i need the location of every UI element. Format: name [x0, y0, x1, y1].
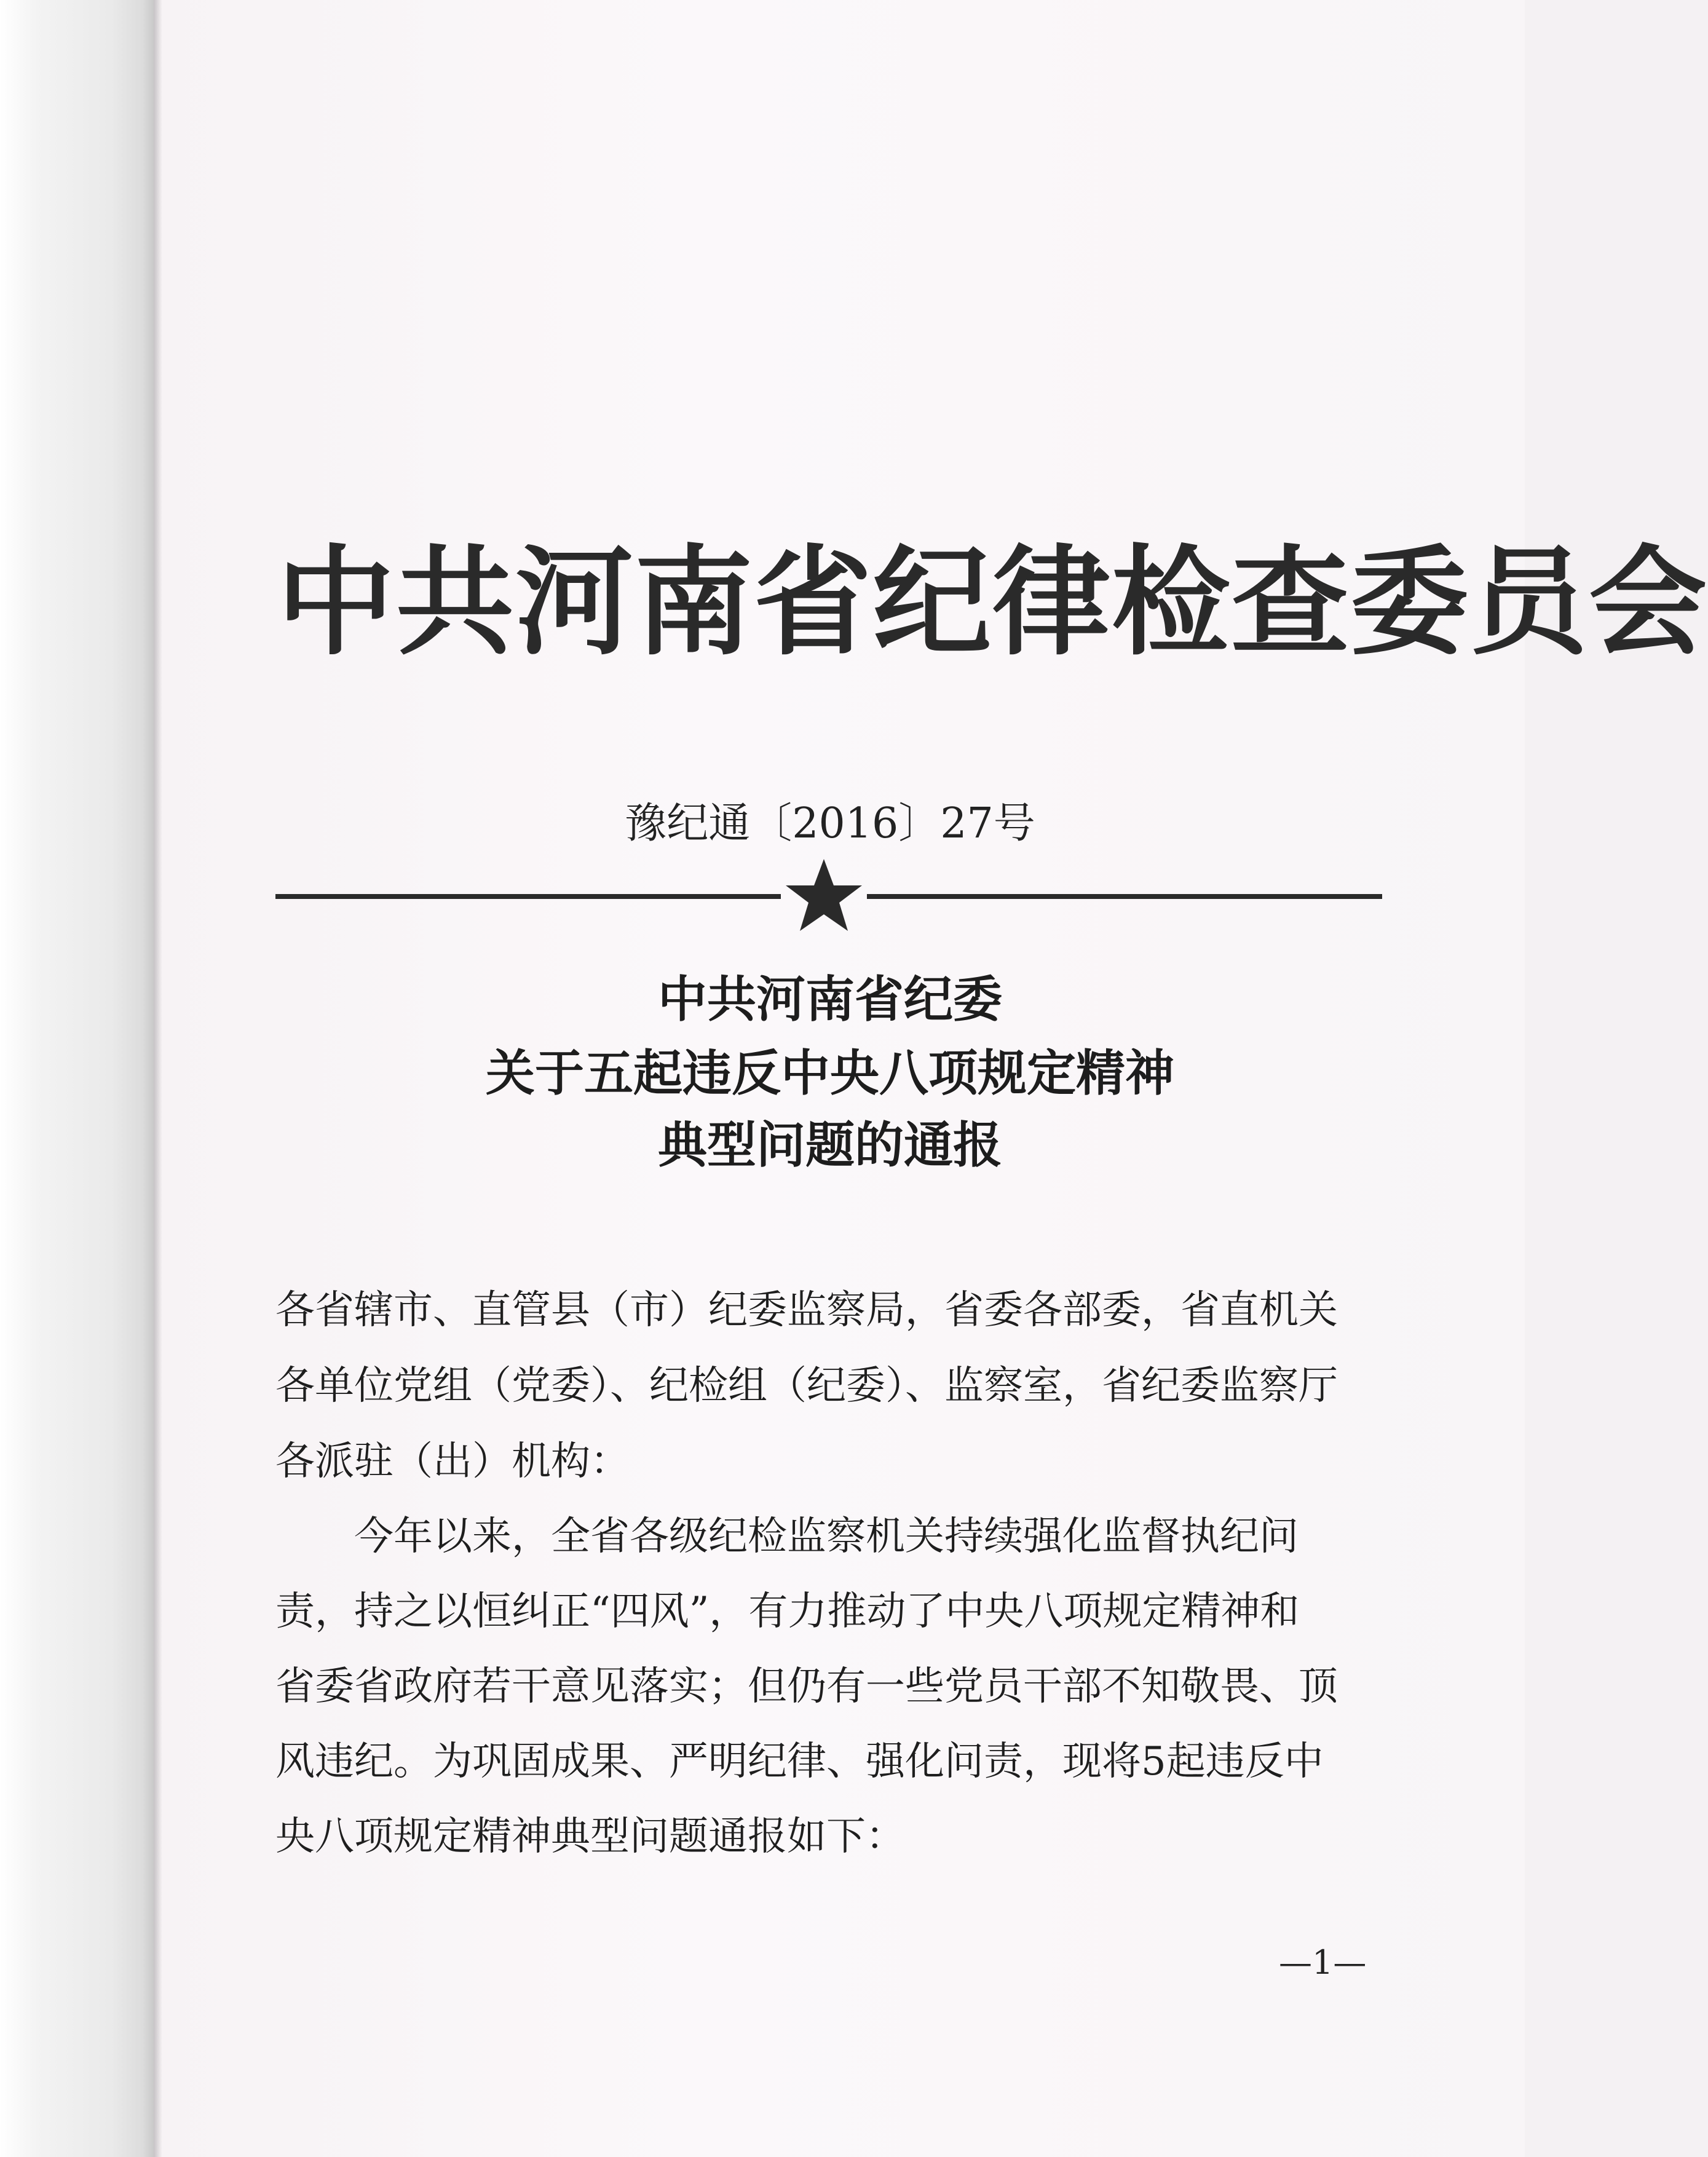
body-line: 风违纪。为巩固成果、严明纪律、强化问责，现将5起违反中 [275, 1739, 1324, 1784]
body-line: 责，持之以恒纠正“四风”，有力推动了中央八项规定精神和 [275, 1589, 1300, 1634]
body-line: 省委省政府若干意见落实；但仍有一些党员干部不知敬畏、顶 [275, 1664, 1338, 1709]
issuing-organization-title: 中共河南省纪律检查委员会 [277, 533, 1708, 671]
notice-heading-line: 典型问题的通报 [658, 1116, 1002, 1174]
recipient-line: 各省辖市、直管县（市）纪委监察局，省委各部委，省直机关 [275, 1288, 1338, 1333]
star-icon [781, 856, 867, 936]
notice-heading-line: 中共河南省纪委 [658, 970, 1002, 1028]
separator-rule-right [867, 894, 1382, 899]
notice-heading-line: 关于五起违反中央八项规定精神 [486, 1044, 1174, 1102]
recipient-line: 各单位党组（党委）、纪检组（纪委）、监察室，省纪委监察厅 [275, 1363, 1338, 1409]
scan-binding-edge [0, 0, 154, 2157]
page-number: —1— [1279, 1943, 1367, 1982]
body-line: 今年以来，全省各级纪检监察机关持续强化监督执纪问 [275, 1514, 1299, 1559]
body-line: 央八项规定精神典型问题通报如下： [275, 1814, 905, 1859]
document-number: 豫纪通〔2016〕27号 [625, 799, 1035, 848]
separator-rule-left [275, 894, 781, 899]
recipient-line: 各派驻（出）机构： [275, 1439, 630, 1484]
